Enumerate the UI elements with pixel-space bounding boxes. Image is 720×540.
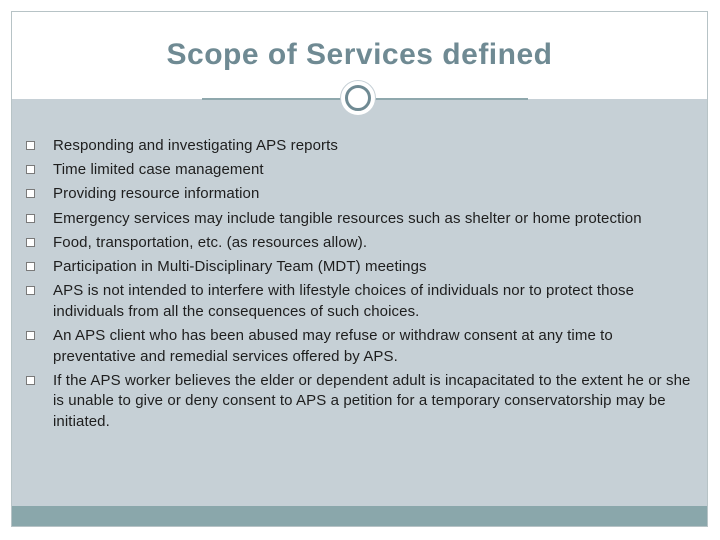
bullet-text: Food, transportation, etc. (as resources allow).: [53, 233, 368, 251]
bullet-item: [26, 209, 698, 230]
bullet-list: [26, 136, 698, 436]
circle-ornament-icon: [340, 80, 376, 116]
bullet-text: APS is not intended to interfere with lifestyle choices of individuals nor to protect those individuals from all the consequences of such choices.: [53, 282, 635, 320]
bullet-item: [26, 136, 698, 157]
bullet-text: Responding and investigating APS reports: [53, 137, 339, 154]
checkbox-square-icon: [26, 141, 35, 150]
checkbox-square-icon: [26, 189, 35, 198]
bullet-text: Participation in Multi-Disciplinary Team (MDT) meetings: [53, 257, 427, 275]
bullet-text: Providing resource information: [53, 185, 260, 203]
footer-bar: [12, 506, 707, 526]
checkbox-square-icon: [26, 214, 35, 223]
checkbox-square-icon: [26, 165, 35, 174]
bullet-text: Time limited case management: [53, 161, 264, 179]
checkbox-square-icon: [26, 262, 35, 271]
checkbox-square-icon: [26, 331, 35, 340]
bullet-item: [26, 257, 698, 278]
checkbox-square-icon: [26, 238, 35, 247]
circle-ornament-ring: [345, 85, 371, 111]
bullet-text: If the APS worker believes the elder or dependent adult is incapacitated to the extent he or she is unable to give or deny consent to APS a petition for a temporary conservatorship may be initiated.: [53, 371, 691, 430]
bullet-item: [26, 326, 698, 367]
bullet-text: Emergency services may include tangible resources such as shelter or home protection: [53, 209, 642, 227]
checkbox-square-icon: [26, 286, 35, 295]
bullet-item: [26, 371, 698, 433]
checkbox-square-icon: [26, 376, 35, 385]
slide-title: Scope of Services defined: [166, 38, 553, 71]
slide: [11, 11, 708, 527]
bullet-item: [26, 184, 698, 205]
bullet-item: [26, 160, 698, 181]
bullet-text: An APS client who has been abused may refuse or withdraw consent at any time to preventative and remedial services offered by APS.: [53, 326, 613, 365]
bullet-item: [26, 281, 698, 322]
bullet-item: [26, 233, 698, 254]
